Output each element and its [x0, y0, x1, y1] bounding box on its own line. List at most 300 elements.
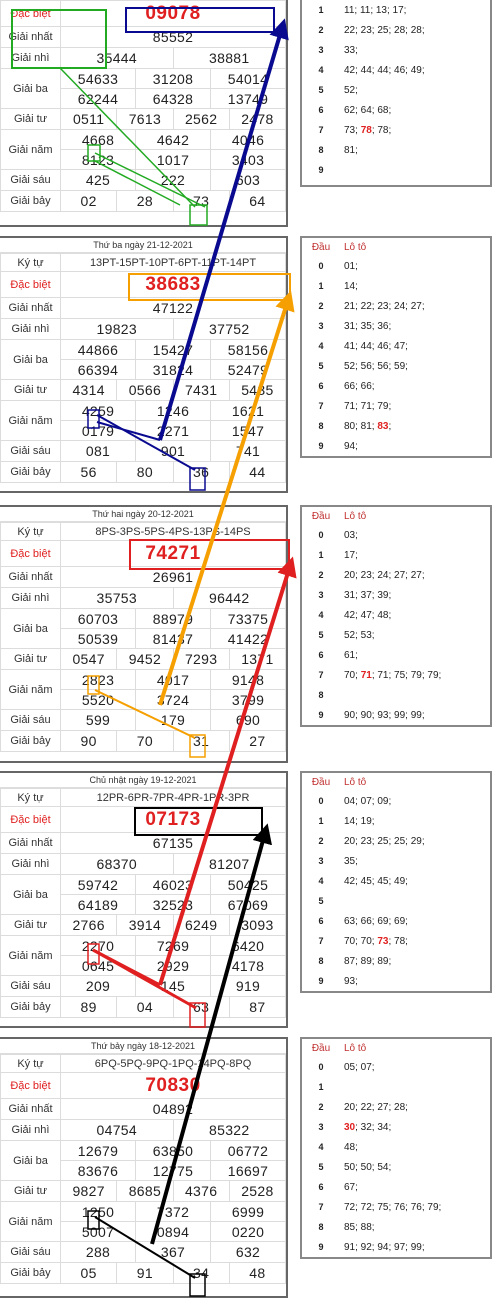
loto-row: [302, 276, 490, 296]
giai-bay-value: 05: [61, 1263, 117, 1284]
giai-tu-value: 0511: [61, 109, 117, 130]
prize-row: [1, 272, 286, 298]
giai-ba-label: Giải ba: [1, 609, 61, 649]
loto-row: [302, 911, 490, 931]
giai-nhi-label: Giải nhì: [1, 319, 61, 340]
giai-ba-value: 88979: [136, 609, 211, 629]
loto-value-text: 71; 71; 79;: [344, 400, 392, 412]
loto-row: [302, 525, 490, 545]
loto-head-digit: 2: [318, 1102, 324, 1112]
loto-values: [340, 100, 490, 120]
loto-value-text: 05; 07;: [344, 1061, 375, 1073]
giai-ba-value: 31824: [136, 360, 211, 380]
loto-head-digit: 5: [318, 85, 324, 95]
loto-values: [340, 951, 490, 971]
loto-value-text: 81;: [344, 144, 358, 156]
loto-value-text: 85; 88;: [344, 1221, 375, 1233]
loto-values: [340, 1177, 490, 1197]
loto-head-digit: 6: [318, 381, 324, 391]
loto-value-text: 33;: [344, 44, 358, 56]
giai-ba-label: Giải ba: [1, 1141, 61, 1181]
loto-row: [302, 645, 490, 665]
loto-head-digit: 0: [318, 261, 324, 271]
loto-value-text: 67;: [344, 1181, 358, 1193]
loto-values: [340, 1157, 490, 1177]
loto-head-digit: 9: [318, 710, 324, 720]
giai-nam-value: 1621: [211, 401, 286, 421]
loto-table: [300, 1037, 492, 1259]
giai-nhat-value: 85552: [61, 27, 286, 48]
loto-head-digit: 7: [318, 125, 324, 135]
giai-nhat-value: 67135: [61, 833, 286, 854]
giai-ba-value: 12679: [61, 1141, 136, 1161]
giai-tu-label: Giải tư: [1, 915, 61, 936]
loto-head-digit: 7: [318, 1202, 324, 1212]
loto-head-digit: 1: [318, 1082, 324, 1092]
loto-value-text: 70; 70;: [344, 935, 378, 947]
loto-value-text: ; 78;: [371, 124, 392, 136]
prize-row: [1, 567, 286, 588]
loto-value-text: 17;: [344, 549, 358, 561]
loto-row: [302, 891, 490, 911]
loto-row: [302, 160, 490, 180]
loto-row: [302, 100, 490, 120]
loto-row: [302, 80, 490, 100]
giai-ba-value: 50539: [61, 629, 136, 649]
loto-head-digit: 1: [318, 550, 324, 560]
prize-row: [1, 1055, 286, 1073]
loto-values: [340, 545, 490, 565]
prize-row: [1, 710, 286, 731]
loto-table: [300, 771, 492, 993]
giai-tu-value: 0566: [117, 380, 173, 401]
giai-nam-value: 5520: [61, 690, 136, 710]
loto-header-row: [302, 507, 490, 525]
giai-ba-label: Giải ba: [1, 69, 61, 109]
giai-bay-label: Giải bảy: [1, 1263, 61, 1284]
prize-row: [1, 854, 286, 875]
loto-row: [302, 1057, 490, 1077]
loto-values: [340, 585, 490, 605]
loto-values: [340, 645, 490, 665]
giai-sau-label: Giải sáu: [1, 976, 61, 997]
giai-sau-value: 367: [136, 1242, 211, 1263]
giai-sau-value: 632: [211, 1242, 286, 1263]
loto-row: [302, 705, 490, 725]
loto-values: [340, 871, 490, 891]
prize-row: [1, 462, 286, 483]
giai-nhat-value: 26961: [61, 567, 286, 588]
giai-nam-value: 4178: [211, 956, 286, 976]
loto-head-digit: 2: [318, 25, 324, 35]
giai-nhi-value: 19823: [61, 319, 174, 340]
prize-row: [1, 588, 286, 609]
giai-nhat-label: Giải nhất: [1, 298, 61, 319]
prize-row: [1, 649, 286, 670]
dac-biet-label: Đặc biệt: [1, 807, 61, 833]
loto-value-text: 42; 47; 48;: [344, 609, 392, 621]
loto-head-digit: 5: [318, 1162, 324, 1172]
loto-highlight: 71: [360, 669, 372, 681]
loto-values: [340, 791, 490, 811]
loto-value-text: 03;: [344, 529, 358, 541]
loto-value-text: 42; 44; 44; 46; 49;: [344, 64, 425, 76]
loto-values: [340, 0, 490, 20]
giai-nhat-label: Giải nhất: [1, 1099, 61, 1120]
loto-row: [302, 416, 490, 436]
loto-row: [302, 1237, 490, 1257]
loto-values: [340, 891, 490, 911]
giai-sau-label: Giải sáu: [1, 1242, 61, 1263]
giai-ba-value: 59742: [61, 875, 136, 895]
giai-bay-value: 31: [173, 731, 229, 752]
loto-values: [340, 296, 490, 316]
loto-value-text: 52; 56; 56; 59;: [344, 360, 408, 372]
loto-value-text: 42; 45; 45; 49;: [344, 875, 408, 887]
loto-row: [302, 1077, 490, 1097]
loto-head-digit: 4: [318, 341, 324, 351]
loto-values: [340, 40, 490, 60]
loto-head-digit: 2: [318, 836, 324, 846]
loto-row: [302, 685, 490, 705]
giai-ba-value: 50425: [211, 875, 286, 895]
loto-values: [340, 80, 490, 100]
loto-row: [302, 256, 490, 276]
loto-head-digit: 4: [318, 65, 324, 75]
result-block: [0, 771, 288, 1028]
loto-head-digit: 2: [318, 570, 324, 580]
prize-row: [1, 441, 286, 462]
giai-nhat-label: Giải nhất: [1, 27, 61, 48]
giai-ba-value: 06772: [211, 1141, 286, 1161]
giai-nam-value: 3799: [211, 690, 286, 710]
loto-highlight: 30: [344, 1121, 356, 1133]
dau-header: Đầu: [311, 776, 331, 788]
loto-row: [302, 356, 490, 376]
giai-nam-value: 7269: [136, 936, 211, 956]
giai-ba-label: Giải ba: [1, 340, 61, 380]
draw-date-header: Chủ nhật ngày 19-12-2021: [0, 773, 286, 788]
loto-row: [302, 296, 490, 316]
giai-ba-value: 83676: [61, 1161, 136, 1181]
draw-date-header: Thứ bảy ngày 18-12-2021: [0, 1039, 286, 1054]
loto-value-text: 48;: [344, 1141, 358, 1153]
giai-nam-value: 4046: [211, 130, 286, 150]
loto-table: [300, 505, 492, 727]
loto-head-digit: 0: [318, 796, 324, 806]
ky-tu-label: Ký tự: [1, 254, 61, 272]
giai-sau-label: Giải sáu: [1, 170, 61, 191]
draw-code: 13PT-15PT-10PT-6PT-11PT-14PT: [61, 254, 286, 272]
loto-value-text: 14;: [344, 280, 358, 292]
loto-values: [340, 276, 490, 296]
loto-head-digit: 5: [318, 361, 324, 371]
prize-row: [1, 1202, 286, 1222]
giai-nhi-label: Giải nhì: [1, 1120, 61, 1141]
loto-row: [302, 871, 490, 891]
loto-row: [302, 811, 490, 831]
giai-tu-value: 3914: [117, 915, 173, 936]
giai-ba-value: 12775: [136, 1161, 211, 1181]
prize-row: [1, 807, 286, 833]
dac-biet-value: 38683: [61, 272, 286, 298]
loto-head-digit: 6: [318, 1182, 324, 1192]
loto-head-digit: 6: [318, 105, 324, 115]
giai-nhi-value: 04754: [61, 1120, 174, 1141]
prize-row: [1, 670, 286, 690]
giai-tu-value: 7293: [173, 649, 229, 670]
giai-ba-value: 62244: [61, 89, 136, 109]
giai-ba-value: 66394: [61, 360, 136, 380]
giai-bay-value: 44: [229, 462, 285, 483]
prize-row: [1, 319, 286, 340]
loto-value-text: 22; 23; 25; 28; 28;: [344, 24, 425, 36]
prize-row: [1, 523, 286, 541]
loto-head-digit: 4: [318, 1142, 324, 1152]
prize-row: [1, 541, 286, 567]
giai-ba-value: 54014: [211, 69, 286, 89]
prize-row: [1, 731, 286, 752]
loto-row: [302, 1097, 490, 1117]
giai-tu-value: 2478: [229, 109, 285, 130]
loto-head-digit: 3: [318, 856, 324, 866]
loto-value-text: 94;: [344, 440, 358, 452]
loto-row: [302, 971, 490, 991]
giai-ba-value: 31208: [136, 69, 211, 89]
giai-ba-value: 13749: [211, 89, 286, 109]
giai-tu-value: 5435: [229, 380, 285, 401]
giai-sau-value: 222: [136, 170, 211, 191]
loto-highlight: 73: [377, 935, 389, 947]
giai-bay-label: Giải bảy: [1, 997, 61, 1018]
prize-row: [1, 1141, 286, 1161]
prize-row: [1, 976, 286, 997]
prize-row: [1, 380, 286, 401]
loto-value-text: 63; 66; 69; 69;: [344, 915, 408, 927]
loto-head-digit: 4: [318, 876, 324, 886]
loto-row: [302, 1217, 490, 1237]
giai-nam-value: 1246: [136, 401, 211, 421]
giai-bay-value: 89: [61, 997, 117, 1018]
giai-sau-label: Giải sáu: [1, 441, 61, 462]
prize-row: [1, 833, 286, 854]
dac-biet-value: 07173: [61, 807, 286, 833]
loto-values: [340, 376, 490, 396]
giai-nam-value: 3724: [136, 690, 211, 710]
loto-values: [340, 416, 490, 436]
loto-head-digit: 3: [318, 1122, 324, 1132]
giai-bay-value: 48: [229, 1263, 285, 1284]
giai-bay-label: Giải bảy: [1, 462, 61, 483]
giai-nam-value: 0179: [61, 421, 136, 441]
giai-bay-value: 56: [61, 462, 117, 483]
loto-head-digit: 5: [318, 630, 324, 640]
giai-ba-value: 16697: [211, 1161, 286, 1181]
prize-row: [1, 1242, 286, 1263]
loto-head-digit: 9: [318, 976, 324, 986]
prize-row: [1, 191, 286, 212]
prize-row: [1, 130, 286, 150]
loto-values: [340, 20, 490, 40]
prize-row: [1, 298, 286, 319]
result-block: [0, 236, 288, 493]
giai-ba-value: 60703: [61, 609, 136, 629]
loto-header-row: [302, 238, 490, 256]
giai-tu-value: 6249: [173, 915, 229, 936]
giai-nhat-label: Giải nhất: [1, 567, 61, 588]
loto-values: [340, 396, 490, 416]
giai-bay-value: 02: [61, 191, 117, 212]
giai-sau-value: 599: [61, 710, 136, 731]
loto-row: [302, 20, 490, 40]
giai-ba-value: 67069: [211, 895, 286, 915]
loto-value-text: 50; 50; 54;: [344, 1161, 392, 1173]
giai-nhi-value: 35753: [61, 588, 174, 609]
dac-biet-label: Đặc biệt: [1, 1, 61, 27]
loto-head-digit: 3: [318, 321, 324, 331]
giai-nam-label: Giải năm: [1, 1202, 61, 1242]
giai-bay-value: 70: [117, 731, 173, 752]
loto-row: [302, 665, 490, 685]
giai-sau-value: 603: [211, 170, 286, 191]
draw-code: 6PQ-5PQ-9PQ-1PQ-14PQ-8PQ: [61, 1055, 286, 1073]
dac-biet-label: Đặc biệt: [1, 1073, 61, 1099]
loto-row: [302, 625, 490, 645]
draw-code: 8PS-3PS-5PS-4PS-13PS-14PS: [61, 523, 286, 541]
loto-values: [340, 1137, 490, 1157]
loto-row: [302, 396, 490, 416]
giai-nam-value: 9148: [211, 670, 286, 690]
result-table: [0, 253, 286, 483]
loto-row: [302, 791, 490, 811]
giai-bay-value: 36: [173, 462, 229, 483]
loto-values: [340, 605, 490, 625]
loto-head-digit: 2: [318, 301, 324, 311]
loto-head-digit: 7: [318, 401, 324, 411]
loto-values: [340, 911, 490, 931]
dac-biet-value: 70830: [61, 1073, 286, 1099]
loto-value-text: 21; 22; 23; 24; 27;: [344, 300, 425, 312]
giai-tu-value: 4376: [173, 1181, 229, 1202]
loto-head-digit: 9: [318, 441, 324, 451]
loto-values: [340, 831, 490, 851]
prize-row: [1, 27, 286, 48]
giai-ba-value: 32523: [136, 895, 211, 915]
giai-ba-value: 58156: [211, 340, 286, 360]
loto-values: [340, 140, 490, 160]
giai-nam-value: 8123: [61, 150, 136, 170]
loto-value-text: 20; 23; 24; 27; 27;: [344, 569, 425, 581]
loto-head-digit: 0: [318, 530, 324, 540]
prize-row: [1, 789, 286, 807]
giai-nam-value: 0894: [136, 1222, 211, 1242]
loto-value-text: ;: [388, 420, 392, 432]
loto-row: [302, 316, 490, 336]
giai-sau-value: 919: [211, 976, 286, 997]
giai-nhat-value: 04892: [61, 1099, 286, 1120]
loto-head-digit: 8: [318, 690, 324, 700]
giai-nam-label: Giải năm: [1, 130, 61, 170]
loto-values: [340, 525, 490, 545]
giai-nam-value: 4668: [61, 130, 136, 150]
loto-head-digit: 7: [318, 670, 324, 680]
giai-tu-value: 7613: [117, 109, 173, 130]
loto-row: [302, 120, 490, 140]
loto-row: [302, 605, 490, 625]
loto-head-digit: 8: [318, 956, 324, 966]
loto-value-text: 72; 72; 75; 76; 76; 79;: [344, 1201, 442, 1213]
giai-tu-label: Giải tư: [1, 380, 61, 401]
giai-sau-value: 288: [61, 1242, 136, 1263]
giai-tu-value: 3093: [229, 915, 285, 936]
giai-sau-value: 209: [61, 976, 136, 997]
giai-tu-value: 9452: [117, 649, 173, 670]
loto-row: [302, 831, 490, 851]
giai-tu-value: 1371: [229, 649, 285, 670]
loto-values: [340, 1077, 490, 1097]
giai-bay-value: 90: [61, 731, 117, 752]
loto-value-text: 52;: [344, 84, 358, 96]
giai-ba-value: 64328: [136, 89, 211, 109]
giai-nhat-label: Giải nhất: [1, 833, 61, 854]
loto-value-text: 14; 19;: [344, 815, 375, 827]
loto-header: Lô tô: [344, 1042, 367, 1054]
loto-values: [340, 971, 490, 991]
dau-header: Đầu: [311, 510, 331, 522]
giai-nam-value: 4017: [136, 670, 211, 690]
prize-row: [1, 48, 286, 69]
loto-row: [302, 1157, 490, 1177]
loto-values: [340, 60, 490, 80]
loto-head-digit: 0: [318, 1062, 324, 1072]
giai-nam-value: 4259: [61, 401, 136, 421]
prize-row: [1, 109, 286, 130]
loto-value-text: ; 32; 34;: [355, 1121, 392, 1133]
giai-nam-label: Giải năm: [1, 401, 61, 441]
loto-value-text: 52; 53;: [344, 629, 375, 641]
result-block: [0, 1037, 288, 1298]
giai-nam-value: 3403: [211, 150, 286, 170]
prize-row: [1, 609, 286, 629]
prize-row: [1, 1, 286, 27]
loto-table: [300, 0, 492, 187]
giai-bay-value: 80: [117, 462, 173, 483]
loto-highlight: 78: [360, 124, 372, 136]
loto-value-text: 73;: [344, 124, 361, 136]
loto-row: [302, 565, 490, 585]
loto-values: [340, 160, 490, 180]
loto-head-digit: 8: [318, 145, 324, 155]
loto-row: [302, 436, 490, 456]
result-block: [0, 0, 288, 227]
loto-head-digit: 8: [318, 1222, 324, 1232]
giai-nhat-value: 47122: [61, 298, 286, 319]
loto-row: [302, 931, 490, 951]
giai-sau-value: 901: [136, 441, 211, 462]
loto-table: [300, 236, 492, 458]
giai-nam-value: 2270: [61, 936, 136, 956]
prize-row: [1, 401, 286, 421]
loto-values: [340, 1117, 490, 1137]
giai-bay-value: 73: [173, 191, 229, 212]
loto-row: [302, 951, 490, 971]
giai-nhi-label: Giải nhì: [1, 588, 61, 609]
loto-values: [340, 565, 490, 585]
prize-row: [1, 1120, 286, 1141]
giai-nam-value: 2823: [61, 670, 136, 690]
loto-value-text: 61;: [344, 649, 358, 661]
giai-ba-value: 41422: [211, 629, 286, 649]
